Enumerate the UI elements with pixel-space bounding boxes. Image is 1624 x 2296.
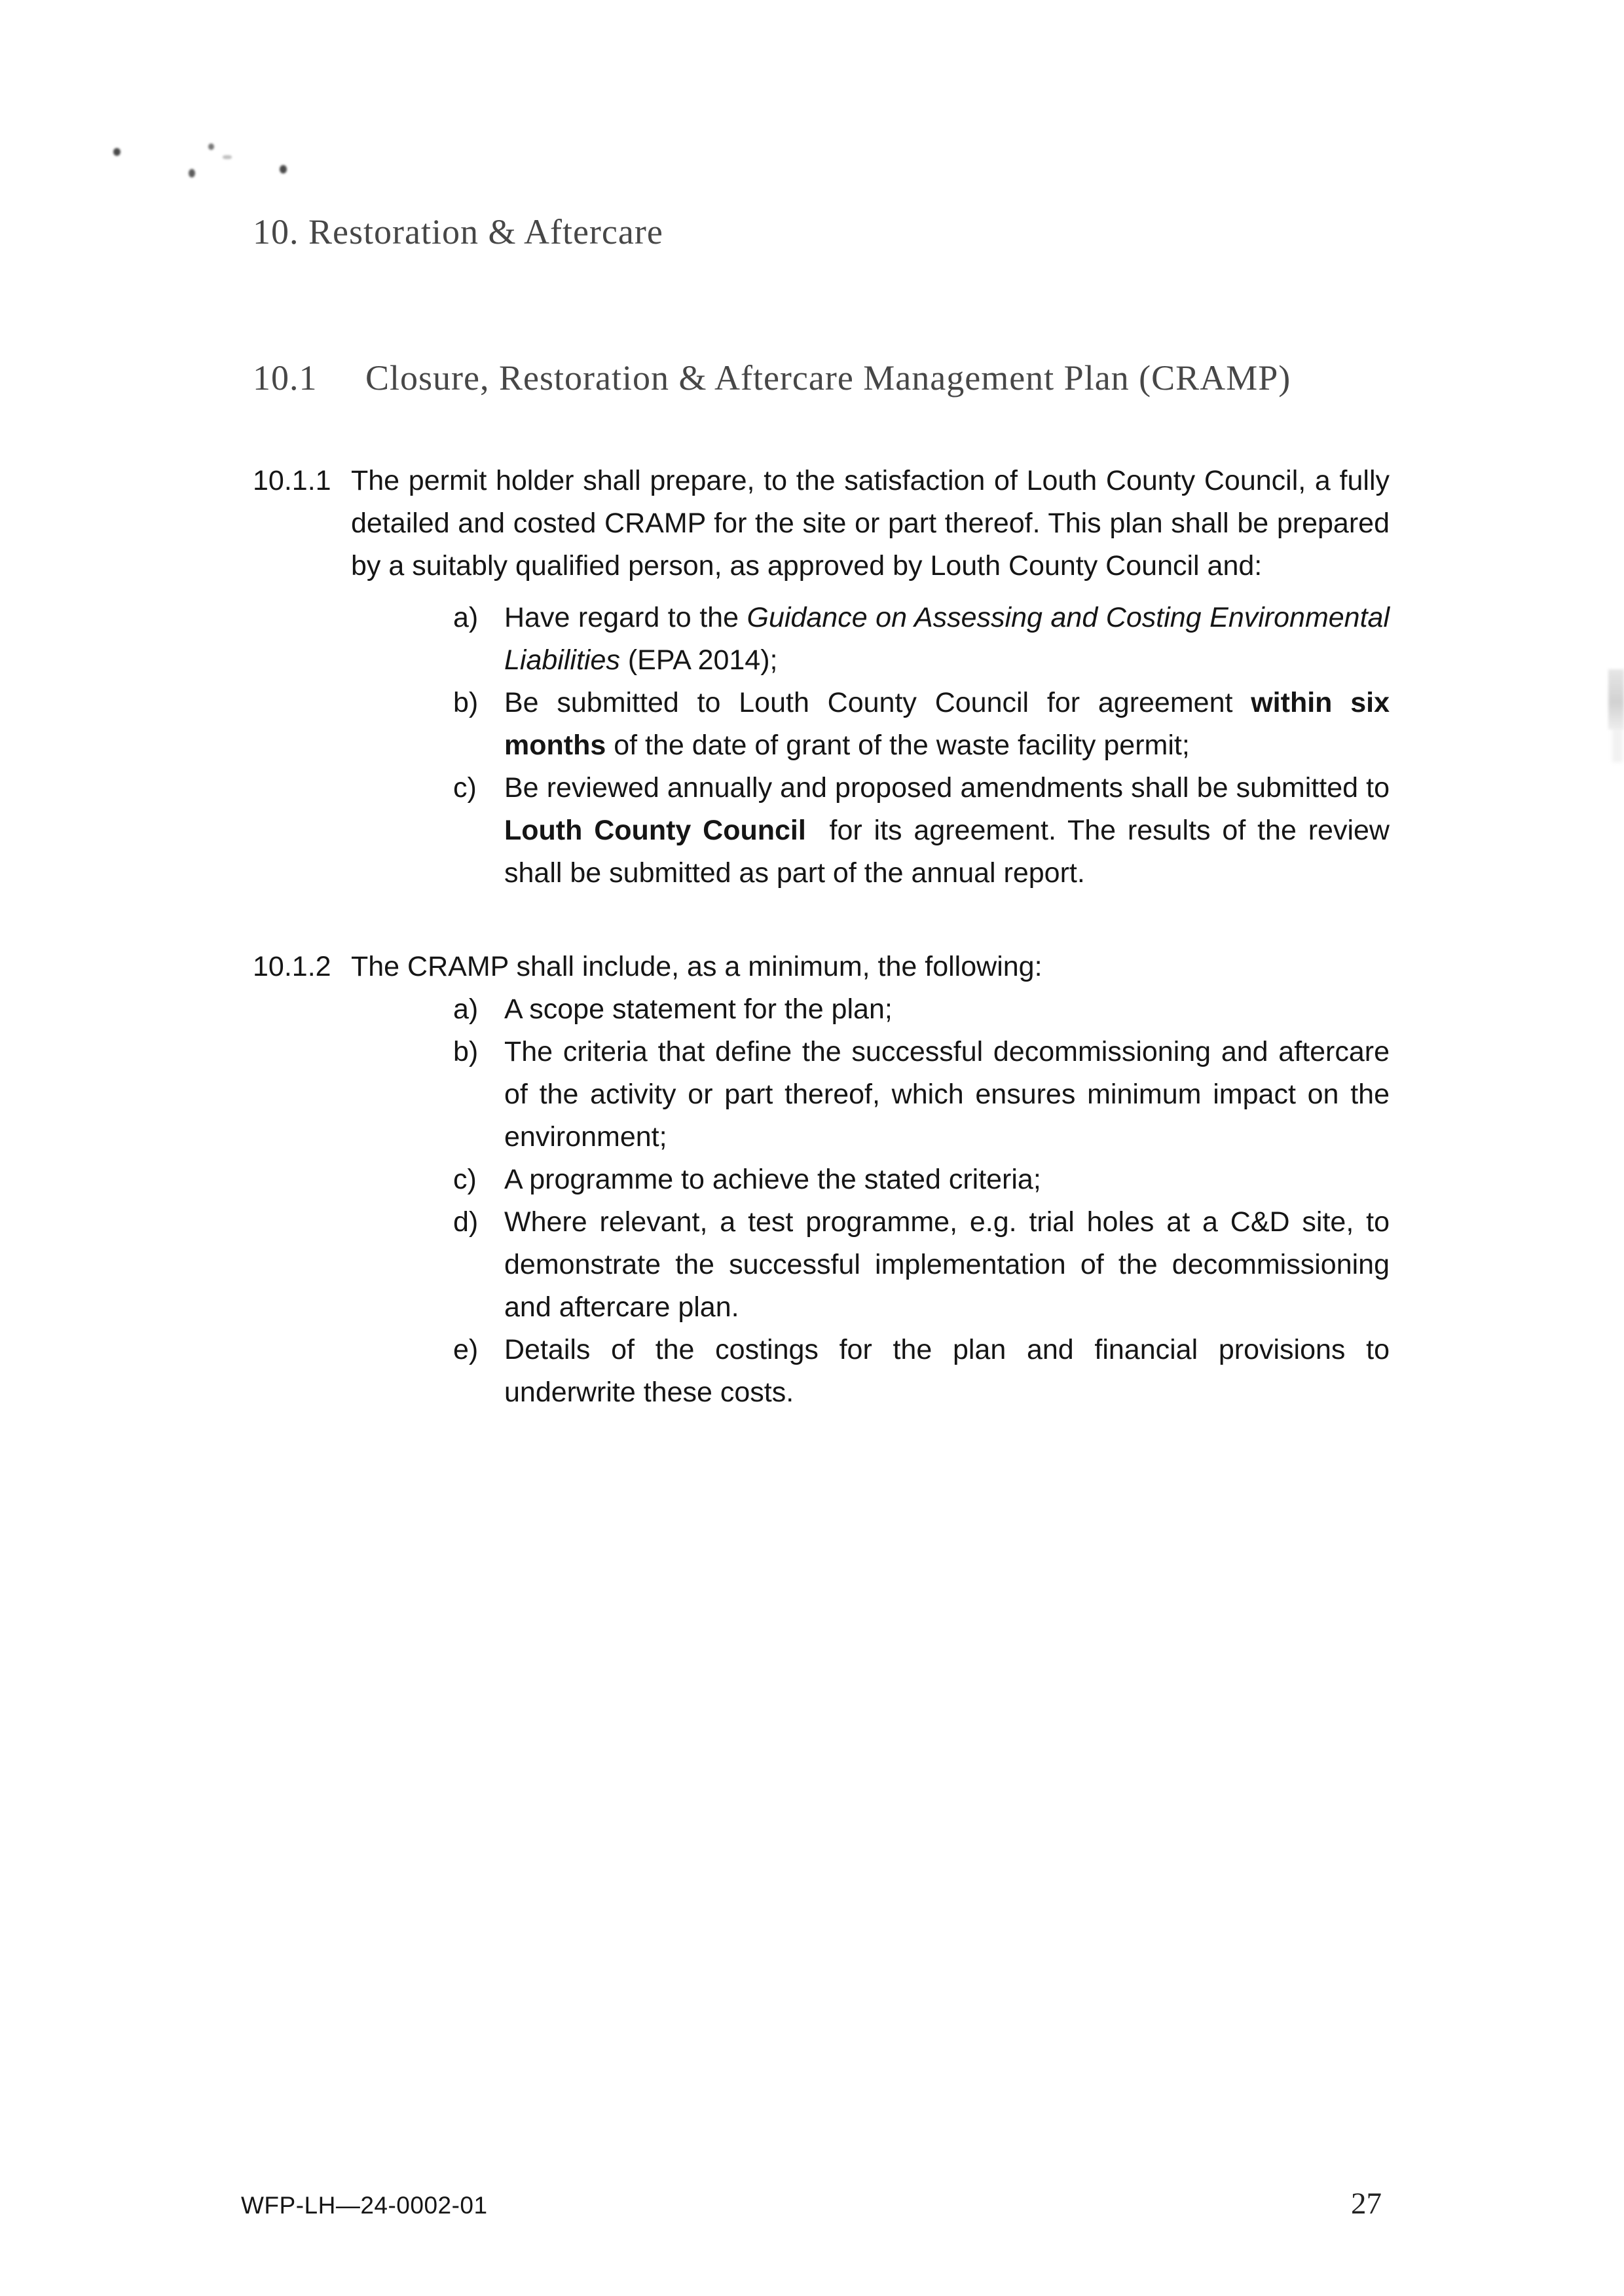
list-item-text: Be submitted to Louth County Council for agreement within six months of the date of grant of the waste facility permit; [504, 687, 1390, 761]
clause-items [453, 988, 1390, 1414]
footer-doc-ref: WFP-LH—24-0002-01 [241, 2192, 488, 2219]
list-item [453, 597, 1390, 682]
list-item-label: e) [453, 1334, 479, 1365]
list-item-label: c) [453, 1164, 477, 1195]
clause-number: 10.1.2 [253, 951, 331, 982]
scan-speck [208, 143, 214, 150]
section-number: 10.1 [253, 358, 318, 398]
list-item-text: Be reviewed annually and proposed amendments shall be submitted to Louth County Council for its agreement. The results of the review shall be submitted as part of the annual report. [504, 772, 1390, 889]
scan-speck [280, 165, 287, 174]
clause-10-1-2 [253, 946, 1390, 1414]
footer-page-number: 27 [1351, 2187, 1382, 2221]
list-item-label: a) [453, 993, 479, 1025]
list-item [453, 1158, 1390, 1201]
scan-speck [223, 155, 232, 159]
list-item-label: a) [453, 602, 479, 633]
list-item [453, 767, 1390, 895]
clause-body [351, 460, 1390, 895]
clause-number: 10.1.1 [253, 465, 331, 496]
section-heading [253, 357, 1624, 399]
clause-items [453, 597, 1390, 895]
list-item-text: Where relevant, a test programme, e.g. trial holes at a C&D site, to demonstrate the successful implementation of the decommissioning and aftercare plan. [504, 1206, 1390, 1323]
scan-speck [189, 169, 195, 177]
list-item-label: d) [453, 1206, 479, 1238]
list-item-text: The criteria that define the successful decommissioning and aftercare of the activity or part thereof, which ensures minimum impact on the environment; [504, 1036, 1390, 1153]
scan-speck [113, 148, 120, 156]
list-item [453, 1201, 1390, 1329]
page-footer [241, 2186, 1382, 2221]
clause-10-1-1 [253, 460, 1390, 895]
scan-smudge [1612, 728, 1623, 762]
list-item-text: A scope statement for the plan; [504, 993, 893, 1025]
list-item [453, 682, 1390, 767]
page-title: 10. Restoration & Aftercare [253, 212, 663, 251]
list-item [453, 1031, 1390, 1158]
list-item [453, 988, 1390, 1031]
list-item-label: c) [453, 772, 477, 804]
list-item-label: b) [453, 687, 479, 718]
list-item-text: Details of the costings for the plan and financial provisions to underwrite these costs. [504, 1334, 1390, 1408]
clause-text: The CRAMP shall include, as a minimum, the following: [351, 951, 1043, 982]
list-item-text: A programme to achieve the stated criteria; [504, 1164, 1041, 1195]
clause-body [351, 946, 1390, 1414]
list-item-text: Have regard to the Guidance on Assessing and Costing Environmental Liabilities (EPA 2014); [504, 602, 1390, 676]
scan-smudge [1608, 669, 1624, 730]
list-item-label: b) [453, 1036, 479, 1067]
section-title: Closure, Restoration & Aftercare Management Plan (CRAMP) [365, 358, 1291, 398]
clause-text: The permit holder shall prepare, to the satisfaction of Louth County Council, a fully detailed and costed CRAMP for the site or part thereof. This plan shall be prepared by a suitably qualified person, as approved by Louth County Council and: [351, 465, 1390, 582]
list-item [453, 1329, 1390, 1414]
